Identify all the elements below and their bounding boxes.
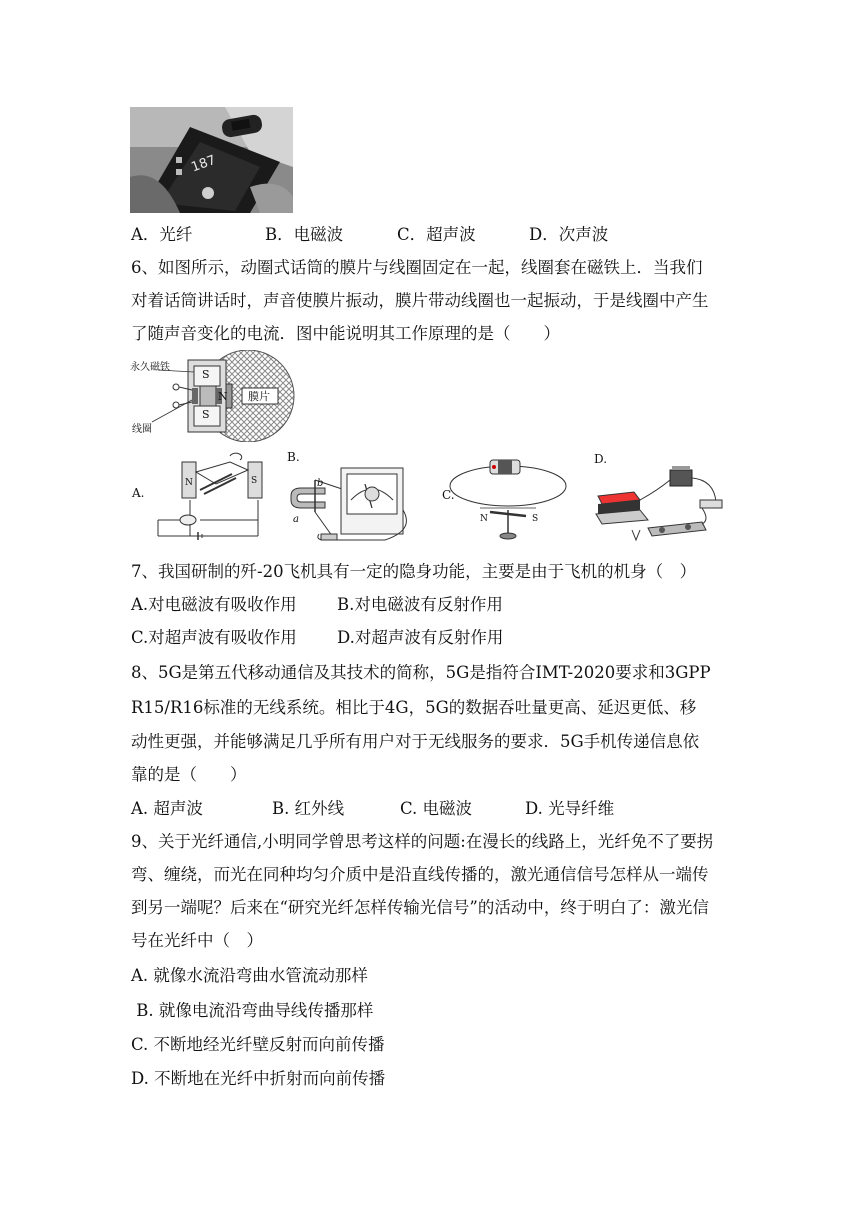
pole-s-top: S xyxy=(202,368,210,381)
q6-option-c-label: C. xyxy=(442,488,455,502)
q8-option-b: B. 红外线 xyxy=(272,799,345,818)
q6-option-c-figure xyxy=(440,450,575,546)
q9-stem-line-4: 号在光纤中（ ） xyxy=(131,931,263,950)
pole-n: N xyxy=(218,390,228,403)
q8-stem-line-4: 靠的是（ ） xyxy=(131,765,247,784)
q6-option-a-figure xyxy=(130,450,280,546)
q9-option-c: C. 不断地经光纤壁反射而向前传播 xyxy=(131,1035,385,1054)
q6-option-d-figure xyxy=(592,450,727,546)
q9-option-a: A. 就像水流沿弯曲水管流动那样 xyxy=(131,966,368,985)
q9-option-b: B. 就像电流沿弯曲导线传播那样 xyxy=(131,1001,374,1020)
q6-stem-line-1: 6、如图所示，动圈式话筒的膜片与线圈固定在一起，线圈套在磁铁上．当我们 xyxy=(131,258,703,277)
q8-option-d: D. 光导纤维 xyxy=(525,799,615,818)
q6-a-pole-n: N xyxy=(185,478,193,488)
q8-stem-line-1: 8、5G是第五代移动通信及其技术的简称，5G是指符合IMT-2020要求和3GPP xyxy=(131,663,711,682)
q6-option-a-label: A. xyxy=(132,486,145,500)
q5-option-a: A．光纤 xyxy=(131,225,193,244)
q7-stem: 7、我国研制的歼-20飞机具有一定的隐身功能，主要是由于飞机的机身（ ） xyxy=(131,562,697,581)
q9-stem-line-2: 弯、缠绕，而光在同种均匀介质中是沿直线传播的，激光通信信号怎样从一端传 xyxy=(131,865,709,884)
q8-stem-line-2: R15/R16标准的无线系统。相比于4G，5G的数据吞吐量更高、延迟更低、移 xyxy=(131,698,697,717)
q6-stem-line-3: 了随声音变化的电流．图中能说明其工作原理的是（ ） xyxy=(131,324,560,343)
q6-stem-line-2: 对着话筒讲话时，声音使膜片振动，膜片带动线圈也一起振动，于是线圈中产生 xyxy=(131,291,709,310)
q6-c-pole-s: S xyxy=(532,514,539,524)
coil-label: 线圈 xyxy=(132,424,152,435)
microphone-diagram xyxy=(130,350,300,442)
magnet-label: 永久磁铁 xyxy=(130,362,170,373)
q5-option-b: B．电磁波 xyxy=(265,225,344,244)
q9-stem-line-1: 9、关于光纤通信,小明同学曾思考这样的问题:在漫长的线路上，光纤免不了要拐 xyxy=(131,832,714,851)
q9-stem-line-3: 到另一端呢？后来在“研究光纤怎样传输光信号”的活动中，终于明白了：激光信 xyxy=(131,898,709,917)
q8-stem-line-3: 动性更强，并能够满足几乎所有用户对于无线服务的要求．5G手机传递信息依 xyxy=(131,732,700,751)
q5-option-d: D．次声波 xyxy=(529,225,609,244)
q7-option-d: D.对超声波有反射作用 xyxy=(337,628,504,647)
q7-option-b: B.对电磁波有反射作用 xyxy=(337,595,503,614)
phone-wristband-photo xyxy=(130,107,293,213)
q6-b-label-a: a xyxy=(293,514,299,525)
q6-c-pole-n: N xyxy=(480,514,488,524)
q6-a-pole-s: S xyxy=(251,476,258,486)
q6-b-label-b: b xyxy=(317,478,324,489)
pole-s-bottom: S xyxy=(202,408,210,421)
q5-option-c: C．超声波 xyxy=(397,225,476,244)
q8-option-a: A. 超声波 xyxy=(131,799,203,818)
q8-option-c: C. 电磁波 xyxy=(400,799,473,818)
diaphragm-label: 膜片 xyxy=(248,390,270,403)
q7-option-c: C.对超声波有吸收作用 xyxy=(131,628,297,647)
q6-option-d-label: D. xyxy=(594,452,608,466)
q7-option-a: A.对电磁波有吸收作用 xyxy=(131,595,297,614)
q6-option-b-figure xyxy=(285,450,420,546)
q6-option-b-label: B. xyxy=(287,450,300,464)
svg-text:187: 187 xyxy=(189,152,218,176)
q9-option-d: D. 不断地在光纤中折射而向前传播 xyxy=(131,1069,386,1088)
